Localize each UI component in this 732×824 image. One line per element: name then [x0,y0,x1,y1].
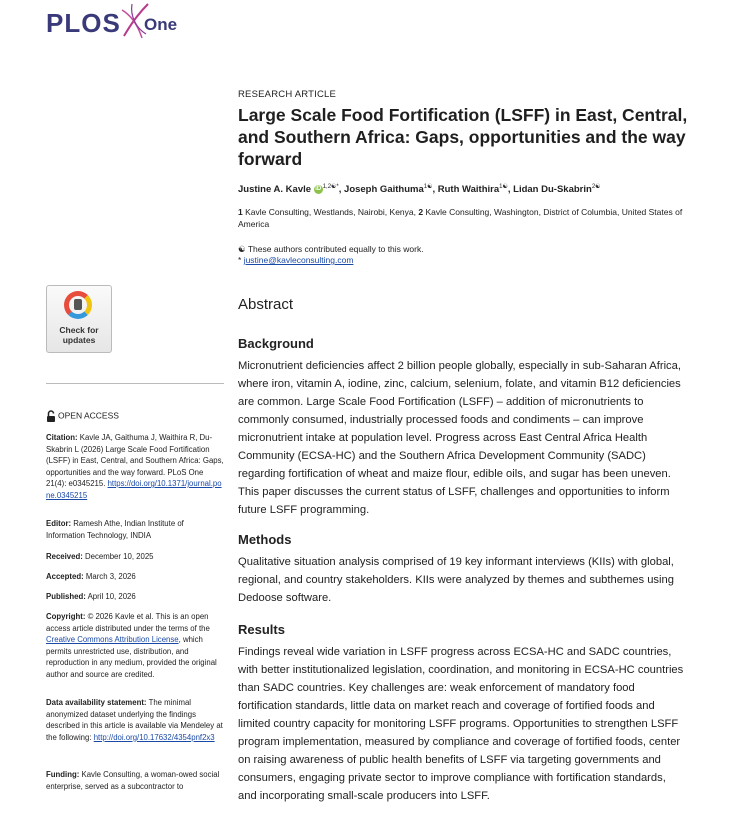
check-updates-label [47,326,111,345]
citation-text: Kavle JA, Gaithuma J, Waithira R, Du-Skabrin L (2026) Large Scale Food Fortification (LSFF) in East, Central, and Southern Africa: Gaps, opportunities and the way forward. PLoS One 21(4): e0345215. [46,433,224,488]
author-affil-sup: 1,2☯* [322,184,339,190]
published-label: Published: [46,592,86,601]
affiliation-number: 1 [238,207,243,217]
methods-paragraph: Qualitative situation analysis comprised of 19 key informant interviews (KIIs) with global, regional, and country stakeholders. KIIs were analyzed by themes and subthemes using Dedoose software. [238,556,674,604]
copyright-label: Copyright: [46,612,86,621]
copyright-block [46,611,224,680]
methods-heading: Methods [238,532,292,547]
open-access-text: OPEN ACCESS [58,410,119,421]
author-affil-sup: 1☯ [423,184,433,190]
article-title: Large Scale Food Fortification (LSFF) in East, Central, and Southern Africa: Gaps, opportunities and the way forward [238,105,688,169]
published-block [46,591,224,603]
results-paragraph: Findings reveal wide variation in LSFF progress across ECSA-HC and SADC countries, with better institutionalized legislation, coordination, and monitoring in ECSA-HC countries than SADC countries. Key challenges are: weak enforcement of mandatory food fortification standards, little data on market reach and coverage of fortified foods and limited country capacity for monitoring LSFF programs. Opportunities to strengthen LSFF program implementation, measured by compliance and coverage of fortified foods, center on raising awareness of public health benefits of LSFF via targeting governments and consumers, engaging private sector to improve compliance with fortification standards, and incorporating small-scale producers into LSFF. [238,646,684,802]
data-availability-text: The minimal anonymized dataset underlying the findings described in this article is available via Mendeley at the following: [46,698,223,742]
open-lock-icon [46,410,56,422]
editor-block [46,518,224,541]
data-availability-label: Data availability statement: [46,698,147,707]
author-name[interactable]: Ruth Waithira [437,184,500,196]
citation-block [46,432,224,501]
logo-wordmark: PLOS [46,8,121,38]
background-paragraph: Micronutrient deficiencies affect 2 billion people globally, especially in sub-Saharan Africa, where iron, vitamin A, iodine, zinc, calcium, selenium, folate, and vitamin B12 deficiencies are common. Large Scale Food Fortification (LSFF) – addition of micronutrients to commonly consumed, industrially processed foods and condiments – can improve micronutrient intake at population level. Progress across East Central Africa Health Community (ECSA-HC) and the Southern Africa Development Community (SADC) regarding fortification of wheat and maize flour, edible oils, and sugar has been uneven. This paper discusses the current status of LSFF, challenges and opportunities to inform future LSFF programming. [238,360,681,516]
badge-line2: updates [62,334,96,345]
copyright-text-rest: , which permits unrestricted use, distribution, and reproduction in any medium, provided the original author and source are credited. [46,635,217,679]
citation-label: Citation: [46,433,78,442]
affiliation-text: Kavle Consulting, Washington, District of Columbia, United States of America [238,207,683,229]
editor-text: Ramesh Athe, Indian Institute of Information Technology, INDIA [46,519,184,540]
author-list: Justine A. Kavle iD $^{1,2☯*}$, Joseph Gaithuma$^{1☯}$, Ruth Waithira$^{1☯}$, Lidan Du-Skabrin$^{2☯}$ [238,184,601,196]
author-name[interactable]: Justine A. Kavle [238,184,312,196]
affiliation-text: Kavle Consulting, Westlands, Nairobi, Kenya, [245,207,416,217]
citation-doi-link[interactable]: https://doi.org/10.1371/journal.pone.0345215 [46,479,222,500]
license-link[interactable]: Creative Commons Attribution License [46,635,179,644]
corresponding-email-link[interactable]: justine@kavleconsulting.com [243,255,354,265]
article-type: RESEARCH ARTICLE [238,89,337,100]
accepted-block [46,571,224,583]
author-name[interactable]: Lidan Du-Skabrin [513,184,592,196]
author-affil-sup: 1☯ [499,184,508,190]
logo-subtitle: One [144,15,178,34]
badge-line1: Check for [59,325,99,335]
corresponding-email-line [238,255,353,265]
received-label: Received: [46,552,83,561]
author-name[interactable]: Joseph Gaithuma [344,184,424,196]
open-access-label [46,410,119,422]
editor-label: Editor: [46,519,72,528]
background-heading: Background [238,336,314,351]
email-marker: * [238,255,242,265]
author-affil-sup: 2☯ [591,184,601,190]
sidebar-divider [46,383,224,384]
affiliations [238,206,698,230]
data-availability-block [46,697,224,743]
check-for-updates-button[interactable] [46,285,112,353]
journal-logo[interactable] [46,6,186,40]
copyright-text: © 2026 Kavle et al. This is an open access article distributed under the terms of the [46,612,210,633]
results-heading: Results [238,622,285,637]
received-date: December 10, 2025 [85,552,154,561]
published-date: April 10, 2026 [87,592,136,601]
dataset-doi-link[interactable]: http://doi.org/10.17632/4354pnf2x3 [93,732,215,742]
funding-label: Funding: [46,770,80,779]
received-block [46,551,224,563]
affiliation-number: 2 [418,207,424,217]
crossmark-bookmark-icon [74,299,82,310]
accepted-date: March 3, 2026 [85,572,136,581]
accepted-label: Accepted: [46,572,84,581]
funding-block [46,769,224,792]
funding-text: Kavle Consulting, a woman-owed social enterprise, served as a subcontractor to [46,770,220,791]
abstract-heading: Abstract [238,296,294,313]
equal-contribution-note: ☯ These authors contributed equally to this work. [238,244,424,254]
orcid-icon[interactable]: iD [315,186,322,193]
